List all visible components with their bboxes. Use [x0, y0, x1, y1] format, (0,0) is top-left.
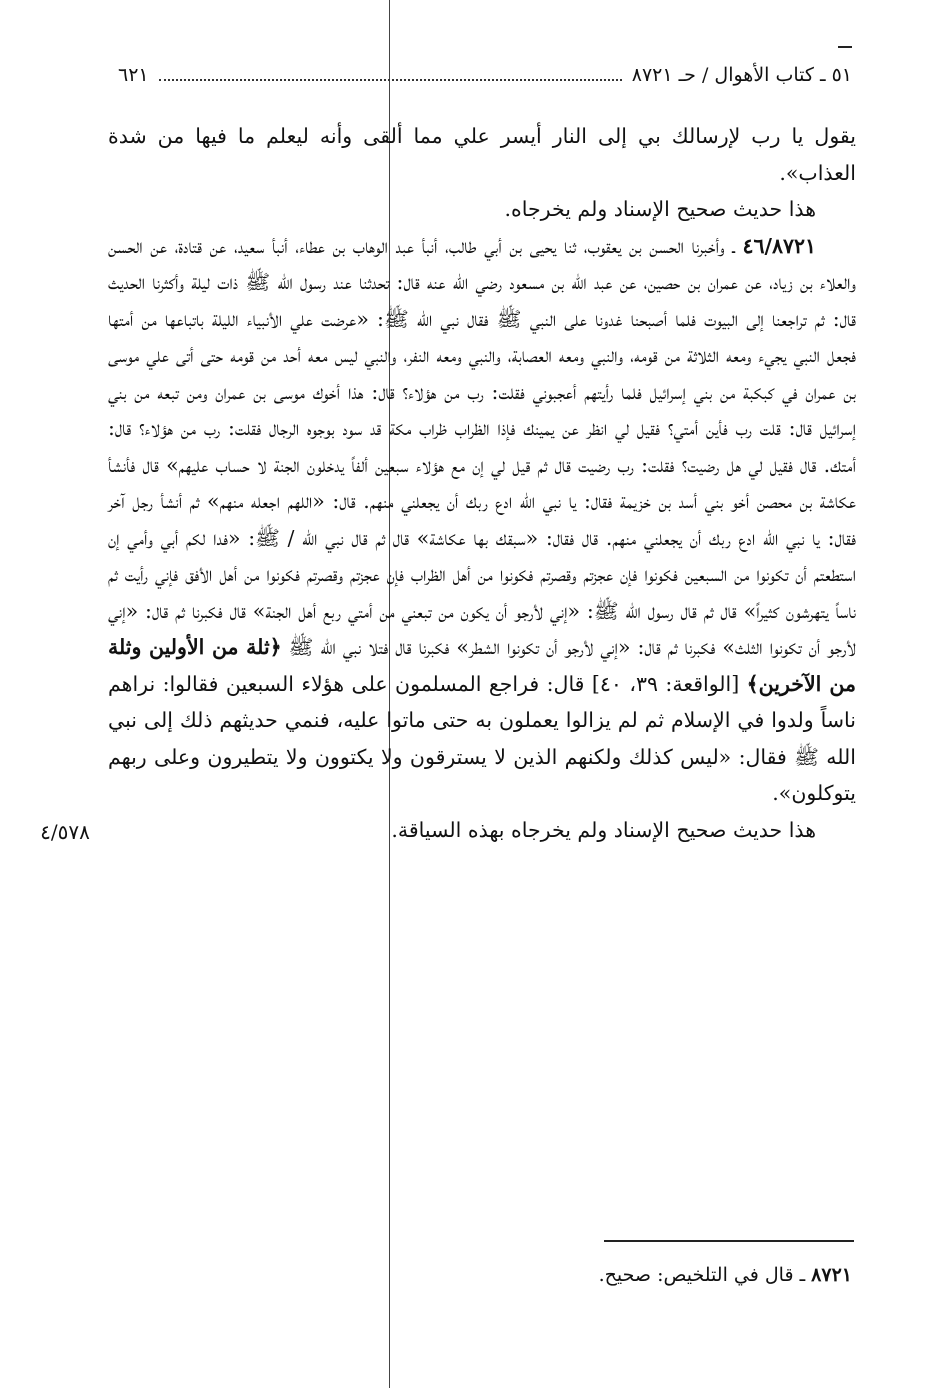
top-dash	[838, 46, 852, 48]
running-header	[118, 58, 852, 92]
hadith-text: ـ وأخبرنا الحسن بن يعقوب، ثنا يحيى بن أبي طالب، أنبأ عبد الوهاب بن عطاء، أنبأ سعيد، عن قتادة، عن الحسن والعلاء بن زياد، عن عمران بن حصين، عن عبد الله بن مسعود رضي الله عنه قال: تحدثنا عند رسول الله ﷺ ذات ليلة وأكثرنا الحديث قال: ثم تراجعنا إلى البيوت فلما أصبحنا غدونا على النبي ﷺ فقال نبي الله ﷺ: «عرضت علي الأنبياء الليلة باتباعها من أمتها فجعل النبي يجيء ومعه الثلاثة من قومه، والنبي ومعه العصابة، والنبي ومعه النفر، والنبي ليس معه أحد من قومه حتى أتى علي موسى بن عمران في كبكبة من بني إسرائيل فلما رأيتهم أعجبوني فقلت: رب من هؤلاء؟ قال: هذا أخوك موسى بن عمران ومن تبعه من بني إسرائيل قال: قلت رب فأين أمتي؟ فقيل لي انظر عن يمينك فإذا الظراب ظراب مكة قد سود بوجوه الرجال فقلت: رب من هؤلاء؟ قال: أمتك. قال فقيل لي هل رضيت؟ فقلت: رب رضيت قال ثم قيل لي إن مع هؤلاء سبعين ألفاً يدخلون الجنة لا حساب عليهم» قال فأنشأ عكاشة بن محصن أخو بني أسد بن خزيمة فقال: يا نبي الله ادع ربك أن يجعلني منهم. قال: «اللهم اجعله منهم» ثم أنشأ رجل آخر فقال: يا نبي الله ادع ربك أن يجعلني منهم. قال فقال: «سبقك بها عكاشة» قال ثم قال نبي الله / ﷺ: «فدا لكم أبي وأمي إن استطعتم أن تكونوا من السبعين فكونوا فإن عجزتم وقصرتم فكونوا من أهل الظراب فإن عجزتم وقصرتم فكونوا من أهل الأفق فإني رأيت ثم ناساً يتهرشون كثيراً» قال ثم قال رسول الله ﷺ: «إني لأرجو أن يكون من تبعني من أمتي ربع أهل الجنة» قال فكبرنا ثم قال: «إني لأرجو أن تكونوا الثلث» فكبرنا ثم قال: «إني لأرجو أن تكونوا الشطر» فكبرنا قال فتلا نبي الله ﷺ	[108, 233, 856, 659]
paragraph-1: يقول يا رب لإرسالك بي إلى النار أيسر علي مما ألقى وأنه ليعلم ما فيها من شدة العذاب».	[108, 124, 856, 185]
footnote-divider	[604, 1240, 854, 1242]
footnote-number: ٨٧٢١	[811, 1264, 852, 1286]
hadith-text-continued: [الواقعة: ٣٩، ٤٠] قال: فراجع المسلمون على هؤلاء السبعين فقالوا: نراهم ناساً ولدوا في الإسلام ثم لم يزالوا يعملون به حتى ماتوا عليه، فنمي حديثهم ذلك إلى نبي الله ﷺ فقال: «ليس كذلك ولكنهم الذين لا يسترقون ولا يكتوون ولا يتطيرون وعلى ربهم يتوكلون».	[108, 671, 856, 805]
paragraph-hadith	[108, 228, 856, 812]
paragraph-4: هذا حديث صحيح الإسناد ولم يخرجاه بهذه السياقة.	[391, 817, 816, 842]
hadith-number: ٤٦/٨٧٢١	[742, 233, 816, 258]
dotted-leader	[159, 79, 622, 81]
chapter-title: ٥١ ـ كتاب الأهوال / حـ ٨٧٢١	[631, 64, 852, 86]
footnote-text: ـ قال في التلخيص: صحيح.	[598, 1264, 812, 1286]
page-number: ٦٢١	[118, 64, 149, 86]
body-text	[108, 118, 856, 848]
margin-reference: ٤/٥٧٨	[40, 820, 90, 844]
paragraph-2: هذا حديث صحيح الإسناد ولم يخرجاه.	[504, 197, 816, 221]
footnote	[400, 1264, 852, 1286]
quran-verse: ﴿ثلة من الأولين وثلة من الآخرين﴾	[108, 635, 856, 696]
